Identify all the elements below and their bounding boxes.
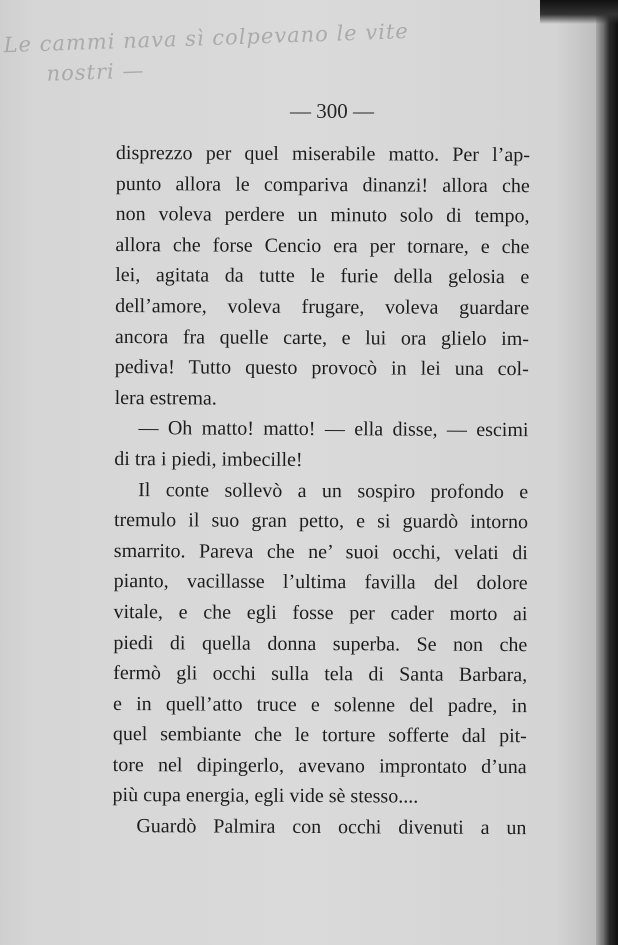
text-line: di tra i piedi, imbecille!	[114, 447, 303, 471]
text-line: piedi di quella donna superba. Se non che	[113, 631, 528, 656]
page-corner-shadow	[540, 0, 618, 24]
annotation-line: nostri —	[46, 58, 145, 86]
text-line: non voleva perdere un minuto solo di tempo,	[115, 203, 530, 228]
page-number: — 300 —	[290, 99, 374, 123]
text-line: pianto, vacillasse l’ultima favilla del dolore	[113, 570, 528, 595]
text-line: fermò gli occhi sulla tela di Santa Barbara,	[113, 662, 528, 687]
body-text	[112, 138, 530, 844]
text-line: dell’amore, voleva frugare, voleva guardare	[115, 294, 530, 320]
text-line: quel sembiante che le torture sofferte dal pit-	[112, 723, 527, 748]
text-line: Guardò Palmira con occhi divenuti a un	[136, 815, 527, 840]
text-line: più cupa energia, egli vide sè stesso....	[112, 784, 419, 809]
book-binding-edge	[596, 0, 618, 945]
text-line: tore nel dipingerlo, avevano improntato d’una	[112, 753, 527, 779]
text-line: smarrito. Pareva che ne’ suoi occhi, velati di	[113, 539, 528, 564]
text-line: Il conte sollevò a un sospiro profondo e	[138, 478, 529, 503]
text-line: punto allora le compariva dinanzi! allora che	[115, 172, 530, 197]
text-line: lei, agitata da tutte le furie della gelosia e	[115, 264, 530, 289]
text-line: — Oh matto! matto! — ella disse, — escimi	[138, 417, 529, 442]
annotation-line: Le cammi nava sì colpevano le vite	[3, 19, 410, 58]
text-line: tremulo il suo gran petto, e si guardò intorno	[113, 509, 529, 534]
text-line: disprezzo per quel miserabile matto. Per l’ap-	[115, 141, 530, 167]
text-line: pediva! Tutto questo provocò in lei una col-	[114, 356, 529, 381]
text-line: vitale, e che egli fosse per cader morto ai	[113, 600, 528, 626]
handwritten-annotation	[3, 14, 475, 90]
text-line: e in quell’atto truce e solenne del padre, in	[112, 692, 528, 717]
text-line: lera estrema.	[114, 386, 217, 410]
text-line: allora che forse Cencio era per tornare, e che	[115, 233, 530, 258]
text-line: ancora fra quelle carte, e lui ora glielo im-	[114, 325, 530, 350]
